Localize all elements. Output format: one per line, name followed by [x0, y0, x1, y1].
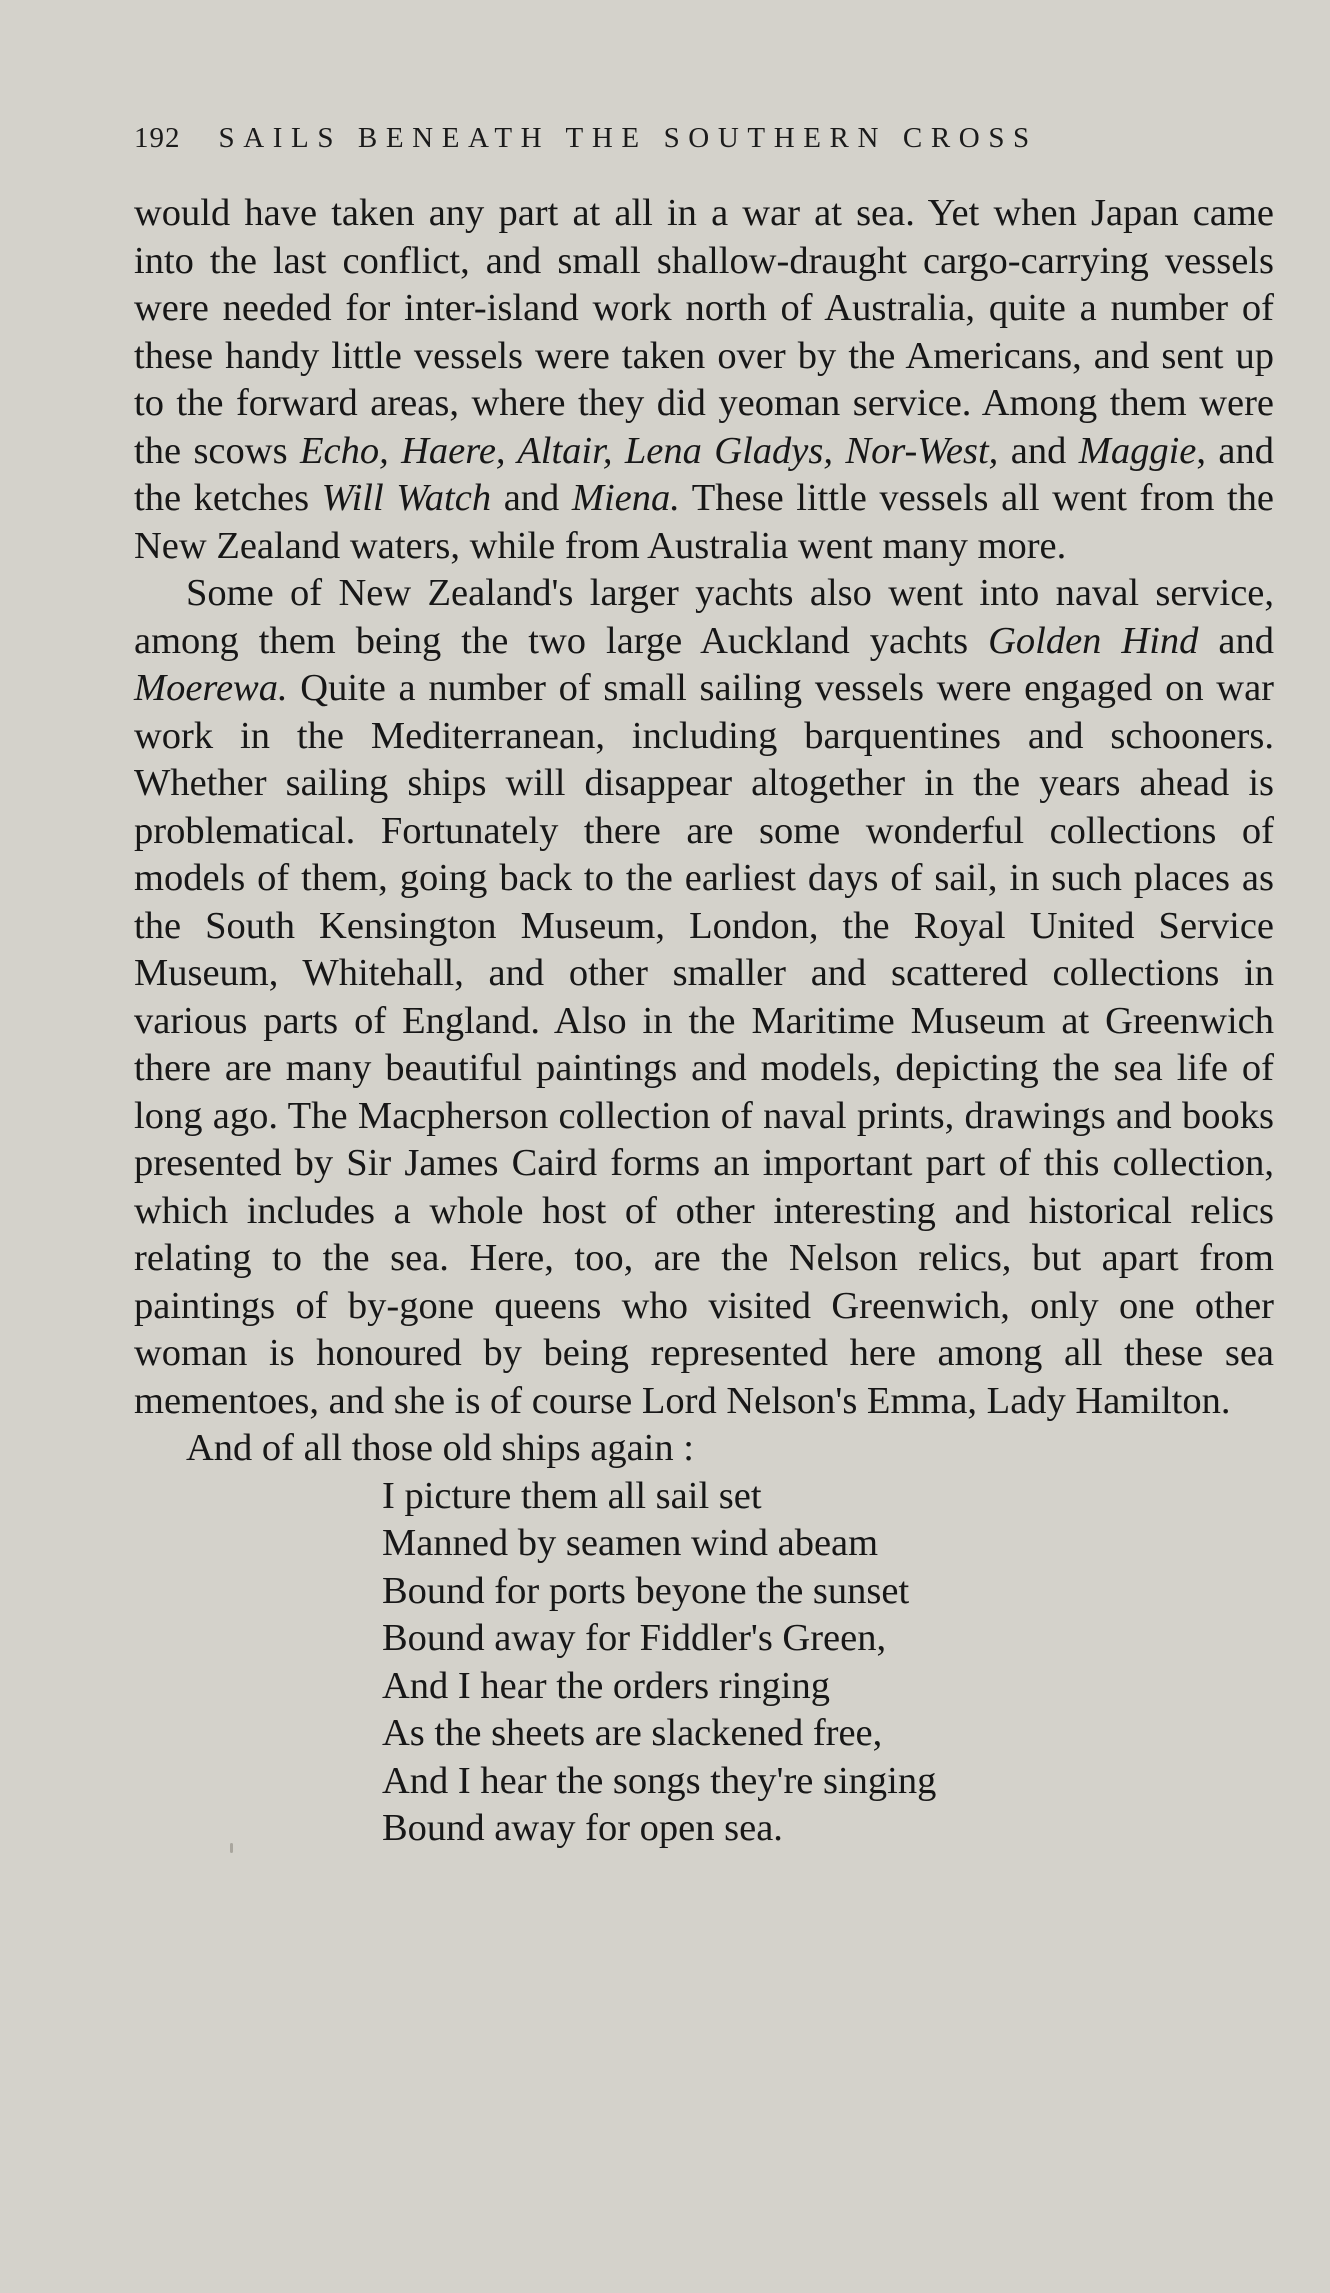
ship-names-scows: Echo, Haere, Altair, Lena Gladys, Nor-West,	[299, 429, 999, 472]
ship-name-will-watch: Will Watch	[321, 477, 492, 519]
paragraph-2-text-2: and	[1198, 619, 1274, 662]
yacht-name-golden-hind: Golden Hind	[988, 619, 1199, 662]
verse-line: As the sheets are slackened free,	[382, 1712, 883, 1754]
ship-name-miena: Miena.	[571, 477, 680, 519]
paragraph-1-text-1: would have taken any part at all in a war at sea. Yet when Japan came into the last conflict, and small shallow-draught cargo-carrying vessels were needed for inter-island work north of Australia, quite a number of these handy little vessels were taken over by the Americans, and sent up to the forward areas, where they did yeoman service. Among them were the scows	[134, 192, 1274, 472]
paragraph-1-text-4: and	[491, 477, 572, 519]
paragraph-1-text-2: and	[998, 429, 1079, 472]
verse-intro: And of all those old ships again :	[186, 1427, 694, 1469]
page-number: 192	[134, 122, 181, 154]
verse-line: Bound away for Fiddler's Green,	[382, 1617, 887, 1659]
ship-name-maggie: Maggie	[1078, 429, 1197, 472]
verse-line: And I hear the songs they're singing	[382, 1759, 937, 1802]
paper-speck	[230, 1843, 233, 1853]
paragraph-2-text-1: Some of New Zealand's larger yachts also went into naval service, among them being the two large Auckland yachts	[134, 572, 1274, 662]
verse-line: Bound for ports beyone the sunset	[382, 1569, 910, 1612]
paragraph-2	[134, 570, 1274, 1425]
running-title: SAILS BENEATH THE SOUTHERN CROSS	[218, 122, 1038, 154]
verse-line: I picture them all sail set	[382, 1474, 762, 1517]
paragraph-1	[134, 190, 1274, 570]
verse-line: Bound away for open sea.	[382, 1807, 783, 1849]
paragraph-1-text-5: These little vessels all went from the New Zealand waters, while from Australia went many more.	[134, 477, 1275, 567]
body-text	[134, 190, 1274, 1853]
verse-line: And I hear the orders ringing	[382, 1664, 830, 1707]
running-header	[134, 122, 1214, 166]
paragraph-2-text-3: Quite a number of small sailing vessels were engaged on war work in the Mediterranean, including barquentines and schooners. Whether sailing ships will disappear altogether in the years ahead is problematical. Fortunately there are some wonderful collections of models of them, going back to the earliest days of sail, in such places as the South Kensington Museum, London, the Royal United Service Museum, Whitehall, and other smaller and scattered collections in various parts of England. Also in the Maritime Museum at Greenwich there are many beautiful paintings and models, depicting the sea life of long ago. The Macpherson collection of naval prints, drawings and books presented by Sir James Caird forms an important part of this collection, which includes a whole host of other interesting and historical relics relating to the sea. Here, too, are the Nelson relics, but apart from paintings of by-gone queens who visited Greenwich, only one other woman is honoured by being represented here among all these sea mementoes, and she is of course Lord Nelson's Emma, Lady Hamilton.	[134, 667, 1274, 1422]
paragraph-1-text-3: , and the ketches	[134, 429, 1274, 519]
verse-line: Manned by seamen wind abeam	[382, 1522, 879, 1564]
verse-block	[134, 1473, 1274, 1853]
yacht-name-moerewa: Moerewa.	[134, 667, 288, 709]
